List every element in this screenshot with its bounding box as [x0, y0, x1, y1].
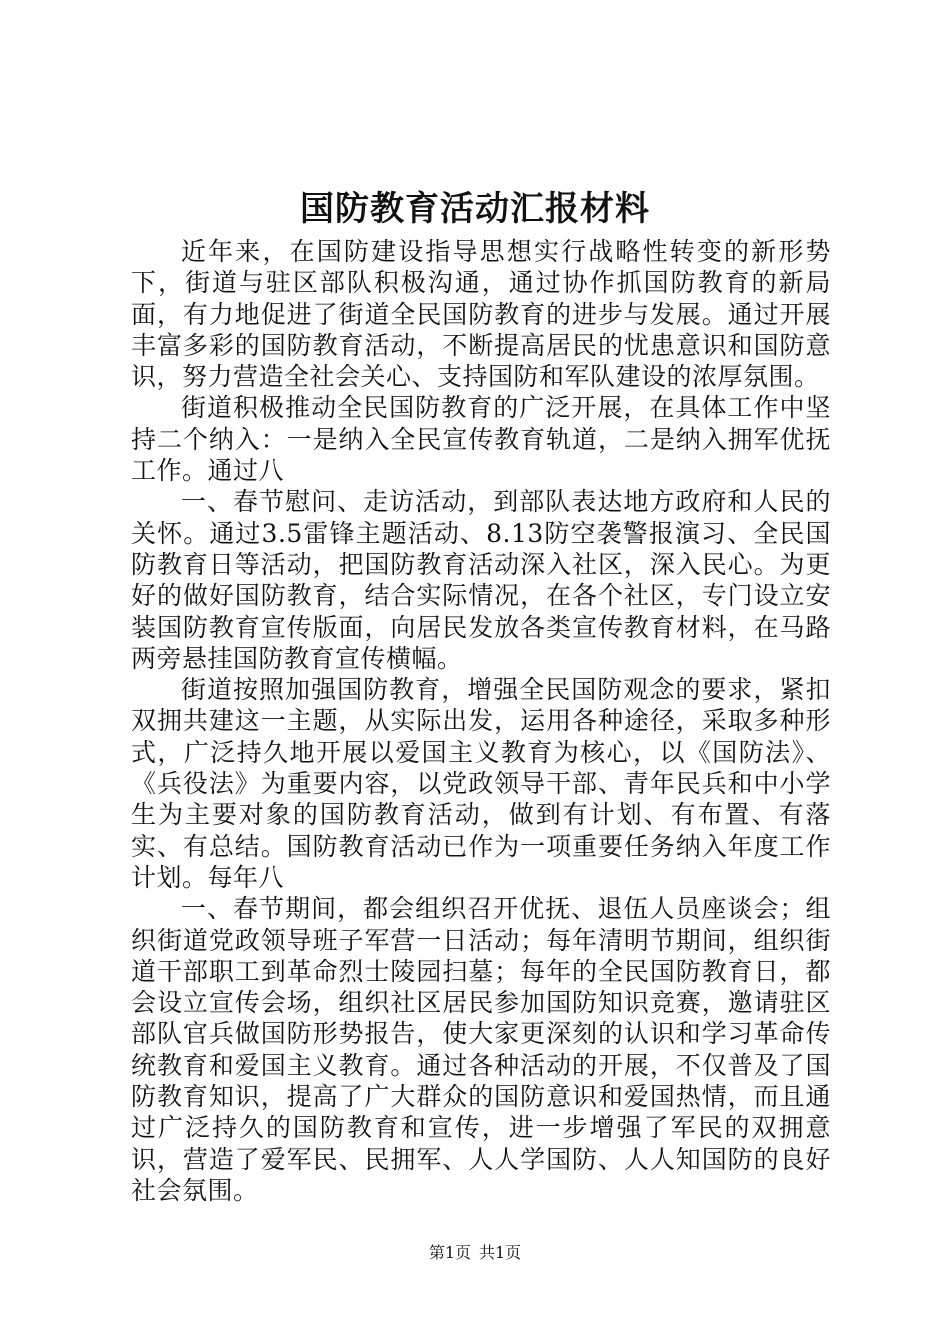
- paragraph-4: 街道按照加强国防教育，增强全民国防观念的要求，紧扣双拥共建这一主题，从实际出发，运用各种途径，采取多种形式，广泛持久地开展以爱国主义教育为核心，以《国防法》、《兵役法》为重要内容，以党政领导干部、青年民兵和中小学生为主要对象的国防教育活动，做到有计划、有布置、有落实、有总结。国防教育活动已作为一项重要任务纳入年度工作计划。每年八: [131, 675, 831, 892]
- paragraph-3: 一、春节慰问、走访活动，到部队表达地方政府和人民的关怀。通过3.5雷锋主题活动、8.13防空袭警报演习、全民国防教育日等活动，把国防教育活动深入社区，深入民心。为更好的做好国防教育，结合实际情况，在各个社区，专门设立安装国防教育宣传版面，向居民发放各类宣传教育材料，在马路两旁悬挂国防教育宣传横幅。: [131, 487, 831, 673]
- document-title: 国防教育活动汇报材料: [300, 189, 650, 229]
- paragraph-5: 一、春节期间，都会组织召开优抚、退伍人员座谈会；组织街道党政领导班子军营一日活动；每年清明节期间，组织街道干部职工到革命烈士陵园扫墓；每年的全民国防教育日，都会设立宣传会场，组织社区居民参加国防知识竞赛，邀请驻区部队官兵做国防形势报告，使大家更深刻的认识和学习革命传统教育和爱国主义教育。通过各种活动的开展，不仅普及了国防教育知识，提高了广大群众的国防意识和爱国热情，而且通过广泛持久的国防教育和宣传，进一步增强了军民的双拥意识，营造了爱军民、民拥军、人人学国防、人人知国防的良好社会氛围。: [131, 894, 831, 1205]
- document-body: [131, 236, 831, 1206]
- page-footer: [0, 1241, 950, 1265]
- paragraph-1: 近年来，在国防建设指导思想实行战略性转变的新形势下，街道与驻区部队积极沟通，通过协作抓国防教育的新局面，有力地促进了街道全民国防教育的进步与发展。通过开展丰富多彩的国防教育活动，不断提高居民的忧患意识和国防意识，努力营造全社会关心、支持国防和军队建设的浓厚氛围。: [131, 237, 831, 392]
- page-number: 第1页: [428, 1243, 471, 1262]
- page-total: 共1页: [479, 1243, 522, 1262]
- paragraph-2: 街道积极推动全民国防教育的广泛开展，在具体工作中坚持二个纳入：一是纳入全民宣传教育轨道，二是纳入拥军优抚工作。通过八: [131, 393, 831, 486]
